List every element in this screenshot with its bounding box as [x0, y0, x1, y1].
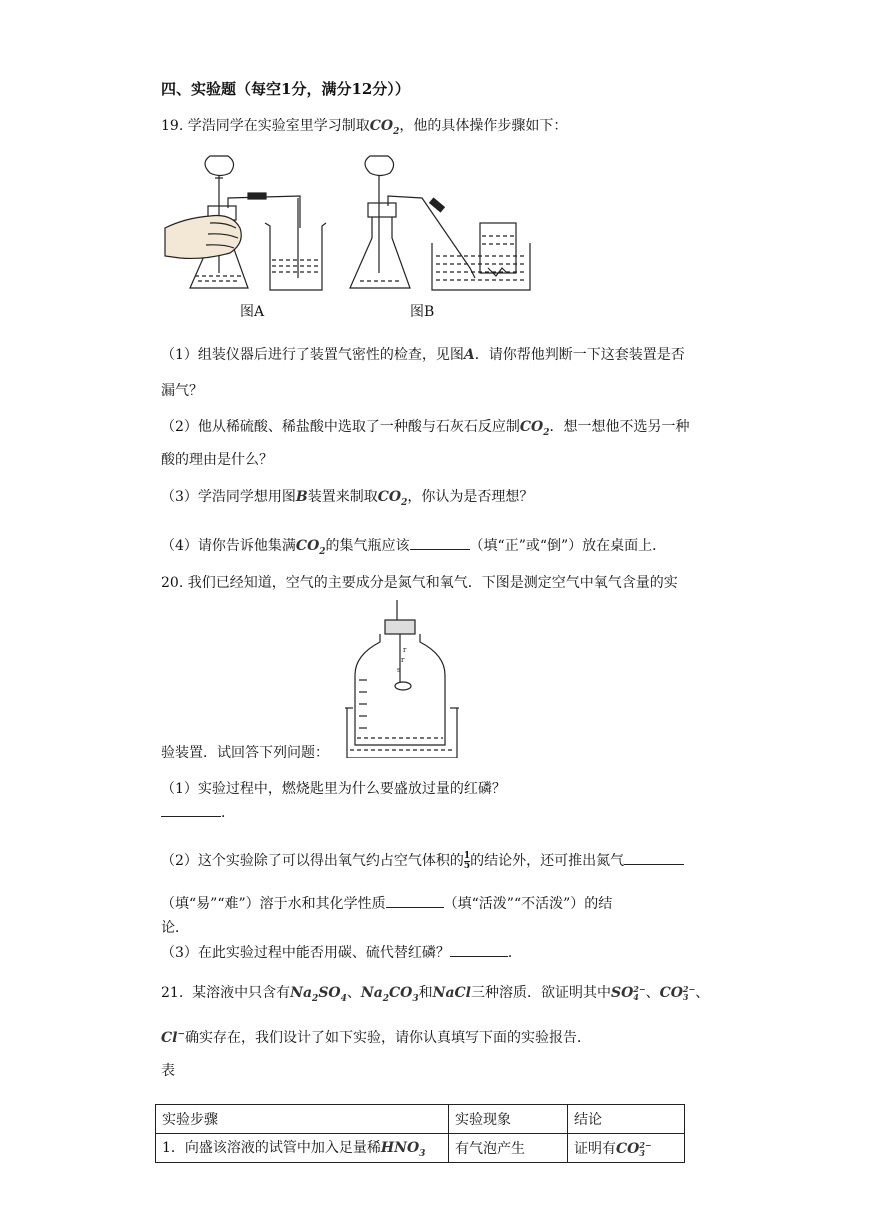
- svg-text:s: s: [397, 666, 401, 674]
- q19-stem-a: 学浩同学在实验室里学习制取: [187, 118, 370, 134]
- figure-a-ref: A: [463, 347, 475, 363]
- experiment-report-table: [155, 1104, 685, 1163]
- chloride-ion: Cl−: [161, 1029, 186, 1046]
- q20-part2-line2: （填“易”“难”）溶于水和其化学性质 （填“活泼”“不活泼”）的结: [161, 896, 613, 912]
- header-phenomenon: 实验现象: [449, 1105, 568, 1134]
- na2so4-formula: $Na_2SO_4$: [290, 985, 347, 1004]
- water-trough-b: [432, 243, 530, 290]
- header-step: 实验步骤: [156, 1105, 449, 1134]
- answer-blank[interactable]: [161, 804, 221, 817]
- separatory-funnel-a: [205, 156, 234, 176]
- row1-phenomenon: 有气泡产生: [449, 1134, 568, 1163]
- q21-number: 21.: [161, 985, 184, 1001]
- carbonate-ion: CO 2− 3: [659, 984, 696, 1002]
- q19-apparatus-figure: [160, 148, 540, 328]
- flask-b: [350, 217, 410, 288]
- gas-jar-b: [480, 223, 516, 273]
- q19-part1-line1: （1）组装仪器后进行了装置气密性的检查，见图A．请你帮他判断一下这套装置是否: [161, 347, 685, 363]
- carbonate-ion: CO 2− 3: [616, 1140, 652, 1158]
- q19-part3: （3）学浩同学想用图B装置来制取$CO_2$，你认为是否理想？: [161, 489, 534, 508]
- figure-b-label: 图B: [410, 304, 435, 320]
- q21-stem-line1: 21. 某溶液中只含有$Na_2SO_4$、$Na_2CO_3$和NaCl三种溶质．欲证明其中SO 2− 4 、CO 2− 3 、: [161, 984, 710, 1004]
- table-caption: 表: [161, 1063, 175, 1079]
- q20-part1: （1）实验过程中，燃烧匙里为什么要盛放过量的红磷？: [161, 781, 506, 797]
- q20-part2-line3: 论．: [161, 920, 189, 936]
- figure-b-ref: B: [295, 489, 308, 505]
- combustion-spoon: [395, 682, 411, 690]
- answer-blank[interactable]: [410, 537, 470, 550]
- section-title: 四、实验题（每空1分，满分12分））: [161, 80, 410, 98]
- q20-stem-continued: 验装置．试回答下列问题：: [161, 745, 329, 761]
- table-header-row: [156, 1105, 685, 1134]
- sulfate-ion: SO 2− 4: [610, 984, 646, 1002]
- row1-step: 1．向盛该溶液的试管中加入足量稀$HNO_3$: [156, 1134, 449, 1163]
- q20-part3: （3）在此实验过程中能否用碳、硫代替红磷？ ．: [161, 945, 522, 961]
- q19-number: 19.: [161, 118, 184, 134]
- co2-formula: $CO_2$: [369, 118, 400, 137]
- q19-part2-line2: 酸的理由是什么？: [161, 452, 273, 468]
- fraction-one-fifth: $\frac{1}{5}$: [463, 850, 471, 871]
- q21-stem-line2: Cl−确实存在，我们设计了如下实验，请你认真填写下面的实验报告．: [161, 1029, 592, 1046]
- table-row: [156, 1134, 685, 1163]
- separatory-funnel-b: [365, 156, 394, 176]
- q19-part1-line2: 漏气？: [161, 383, 203, 399]
- hand-illustration: [165, 216, 241, 259]
- q19-part2-line1: （2）他从稀硫酸、稀盐酸中选取了一种酸与石灰石反应制$CO_2$．想一想他不选另一种: [161, 419, 690, 438]
- q20-stem: 20. 我们已经知道，空气的主要成分是氮气和氧气．下图是测定空气中氧气含量的实: [161, 575, 678, 591]
- oxygen-content-apparatus: [345, 600, 460, 758]
- q19-part4: （4）请你告诉他集满$CO_2$的集气瓶应该 （填“正”或“倒”）放在桌面上．: [161, 538, 667, 557]
- answer-blank[interactable]: [624, 852, 684, 865]
- figure-a-label: 图A: [240, 304, 265, 320]
- beaker-a: [265, 223, 326, 290]
- q19-stem: [161, 115, 567, 137]
- header-conclusion: 结论: [568, 1105, 685, 1134]
- na2co3-formula: $Na_2CO_3$: [360, 985, 419, 1004]
- q20-part2-line1: （2）这个实验除了可以得出氧气约占空气体积的 $\frac{1}{5}$ 的结论外，还可推出氮气: [161, 850, 684, 871]
- co2-formula: $CO_2$: [295, 538, 326, 557]
- row1-conclusion: 证明有CO 2− 3: [568, 1134, 685, 1163]
- co2-formula: $CO_2$: [519, 419, 550, 438]
- answer-blank[interactable]: [450, 944, 508, 957]
- svg-text:r: r: [401, 656, 405, 664]
- answer-blank[interactable]: [386, 895, 444, 908]
- nacl-formula: NaCl: [432, 985, 471, 1001]
- hno3-formula: $HNO_3$: [380, 1140, 426, 1159]
- co2-formula: $CO_2$: [377, 489, 408, 508]
- q20-part1-answer: ．: [161, 802, 235, 822]
- svg-text:r: r: [403, 646, 407, 654]
- q19-stem-b: ，他的具体操作步骤如下：: [399, 118, 568, 134]
- q20-number: 20.: [161, 575, 184, 591]
